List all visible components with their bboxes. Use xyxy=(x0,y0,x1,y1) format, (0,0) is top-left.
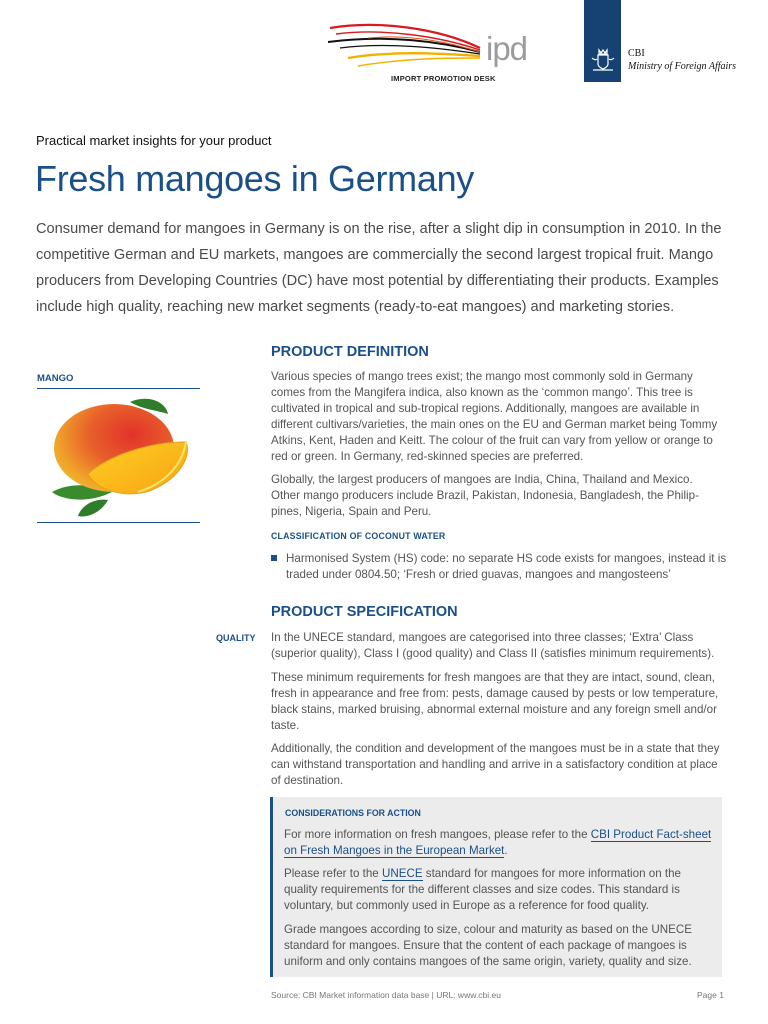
intro-paragraph: Consumer demand for mangoes in Germany is on the rise, after a slight dip in consumption in 2010. In the competitive German and EU markets, mangoes are commercially the second largest tropical fruit. Mango producers from Developing Countries (DC) have most potential by differentiating their products. Examples include high quality, reaching new market segments (ready-to-eat mangoes) and marketing stories. xyxy=(36,221,722,315)
bullet-icon xyxy=(271,555,277,561)
product-definition-paragraph: Various species of mango trees exist; the mango most commonly sold in Germany comes from the Mangifera indica, also known as the ‘common mango’. This tree is cultivated in tropical and sub-tropical regions. Additionally, mangoes are available in different cultivars/varieties, the main ones on the EU and German market being Tommy Atkins, Kent, Haden and Keitt. The colour of the fruit can vary from yellow or orange to red or green. In Germany, red-skinned species are preferred. xyxy=(271,370,718,463)
condition-paragraph: Additionally, the condition and development of the mangoes must be in a state that they can withstand transportation and handling and arrive in a satisfactory condition at place of destination. xyxy=(271,742,720,787)
requirements-paragraph: These minimum requirements for fresh mangoes are that they are intact, sound, clean, fresh in appearance and free from: pests, damage caused by pests or low temperature, black stains, marked bruising, abnormal external moisture and any foreign smell and/or taste. xyxy=(271,671,719,732)
classification-heading: CLASSIFICATION OF COCONUT WATER xyxy=(271,531,446,541)
text: Please refer to the xyxy=(284,867,382,880)
cbi-label: CBI xyxy=(628,48,645,59)
mango-label: MANGO xyxy=(37,373,74,384)
text: standard for mangoes for more information on the quality requirements for the different classes and size codes. This standard is voluntary, but commonly used in Europe as a reference for food quality. xyxy=(284,867,681,912)
mango-image xyxy=(48,396,193,518)
considerations-paragraph-3: Grade mangoes according to size, colour and maturity as based on the UNECE standard for mangoes. Ensure that the content of each package of mangoes is uniform and only contains mangoes of the same origin, variety, quality and size. xyxy=(284,923,692,968)
ipd-logo xyxy=(328,14,548,88)
text: For more information on fresh mangoes, please refer to the xyxy=(284,828,591,841)
ipd-subtitle: IMPORT PROMOTION DESK xyxy=(391,74,496,83)
considerations-paragraph-1 xyxy=(284,827,712,859)
divider xyxy=(37,388,200,389)
cbi-factsheet-link[interactable]: CBI Product Fact-sheet on Fresh Mangoes in the European Market xyxy=(284,828,712,857)
ministry-label: Ministry of Foreign Affairs xyxy=(628,61,737,72)
page-number: Page 1 xyxy=(697,990,724,1000)
considerations-paragraph-2 xyxy=(284,866,712,914)
classification-bullet: Harmonised System (HS) code: no separate HS code exists for mangoes, instead it is traded under 0804.50; ‘Fresh or dried guavas, mangoes and mangosteens’ xyxy=(286,552,727,581)
product-specification-heading: PRODUCT SPECIFICATION xyxy=(271,604,458,620)
page-title: Fresh mangoes in Germany xyxy=(35,158,474,199)
producers-paragraph: Globally, the largest producers of mangoes are India, China, Thailand and Mexico. Other mango producers include Brazil, Pakistan, Indonesia, Bangladesh, the Philip-pines, Nigeria, Spain and Peru. xyxy=(271,473,699,518)
quality-paragraph: In the UNECE standard, mangoes are categorised into three classes; ‘Extra’ Class (superior quality), Class I (good quality) and Class II (satisfies minimum requirements). xyxy=(271,631,715,660)
kicker-text: Practical market insights for your product xyxy=(36,133,272,148)
text: . xyxy=(504,844,508,857)
coat-of-arms-icon xyxy=(589,46,617,74)
footer-source: Source: CBI Market information data base | URL: www.cbi.eu xyxy=(271,990,501,1000)
divider xyxy=(37,522,200,523)
product-definition-heading: PRODUCT DEFINITION xyxy=(271,344,429,360)
quality-label: QUALITY xyxy=(216,633,256,643)
considerations-heading: CONSIDERATIONS FOR ACTION xyxy=(285,808,421,818)
ipd-logo-text: ipd xyxy=(486,30,528,67)
unece-link[interactable]: UNECE xyxy=(381,867,423,880)
